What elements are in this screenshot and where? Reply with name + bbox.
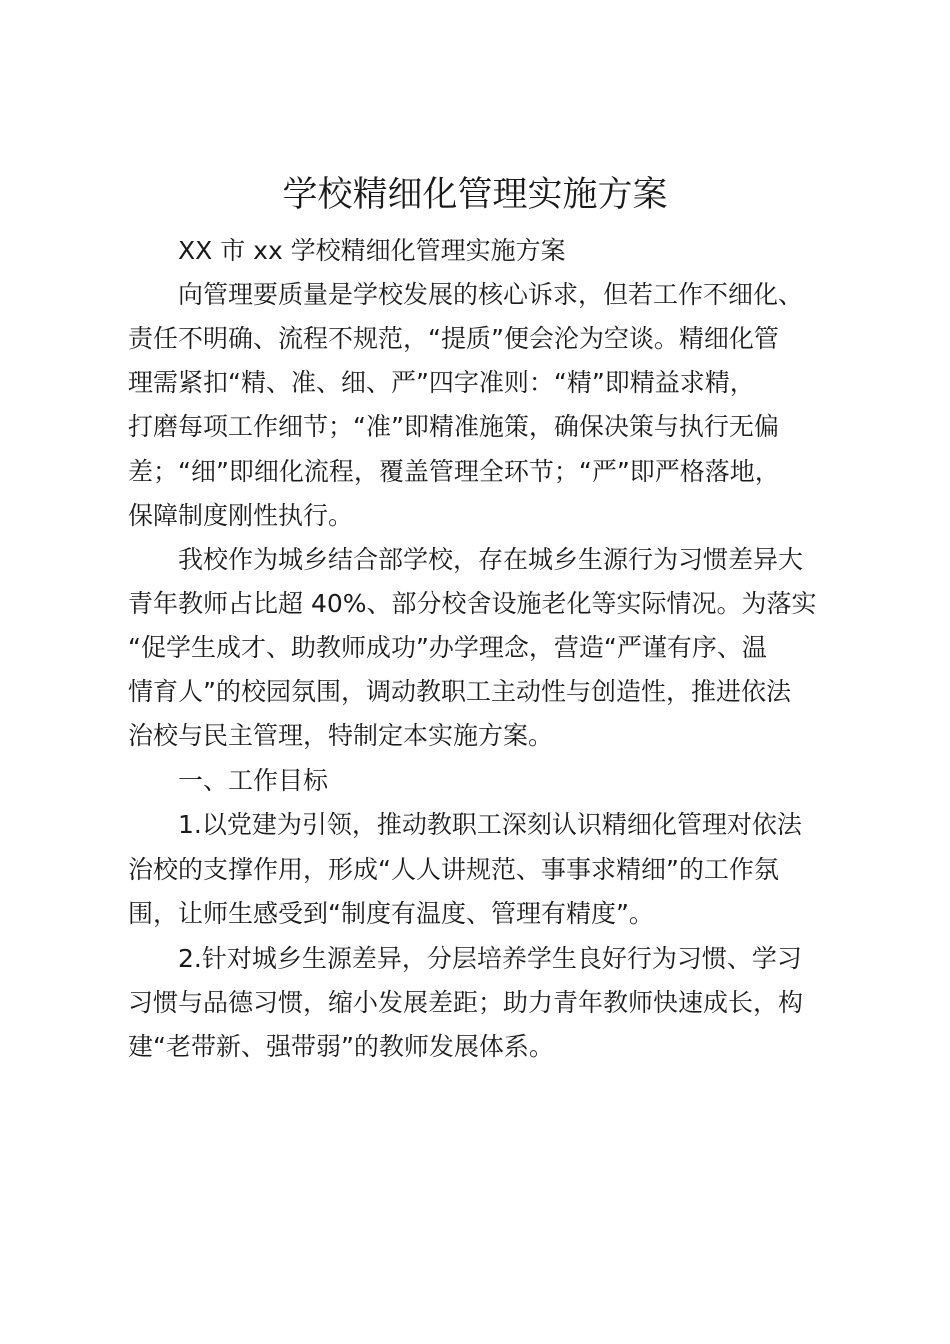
paragraph-line: 治校与民主管理，特制定本实施方案。 bbox=[128, 721, 554, 750]
paragraph-line: 责任不明确、流程不规范，“提质”便会沦为空谈。精细化管 bbox=[128, 324, 779, 353]
paragraph-line: 围，让师生感受到“制度有温度、管理有精度”。 bbox=[128, 899, 654, 928]
paragraph-line: 青年教师占比超 40%、部分校舍设施老化等实际情况。为落实 bbox=[128, 589, 817, 618]
paragraph-line: 我校作为城乡结合部学校，存在城乡生源行为习惯差异大 bbox=[178, 545, 804, 574]
section-heading: 一、工作目标 bbox=[178, 766, 329, 795]
paragraph-line: 建“老带新、强带弱”的教师发展体系。 bbox=[128, 1032, 554, 1061]
paragraph-line: 向管理要质量是学校发展的核心诉求，但若工作不细化、 bbox=[178, 280, 804, 309]
document-title: 学校精细化管理实施方案 bbox=[282, 175, 668, 215]
paragraph-line: 差；“细”即细化流程，覆盖管理全环节；“严”即严格落地， bbox=[128, 457, 780, 486]
paragraph-line: 治校的支撑作用，形成“人人讲规范、事事求精细”的工作氛 bbox=[128, 855, 779, 884]
paragraph-line: 情育人”的校园氛围，调动教职工主动性与创造性，推进依法 bbox=[128, 677, 791, 706]
paragraph-line: 理需紧扣“精、准、细、严”四字准则：“精”即精益求精， bbox=[128, 368, 755, 397]
document-subtitle: XX 市 xx 学校精细化管理实施方案 bbox=[178, 236, 566, 265]
paragraph-line: 打磨每项工作细节；“准”即精准施策，确保决策与执行无偏 bbox=[128, 412, 779, 441]
paragraph-line: 保障制度刚性执行。 bbox=[128, 501, 354, 530]
paragraph-line: “促学生成才、助教师成功”办学理念，营造“严谨有序、温 bbox=[128, 633, 767, 662]
paragraph-line: 2.针对城乡生源差异，分层培养学生良好行为习惯、学习 bbox=[178, 944, 802, 973]
paragraph-line: 1.以党建为引领，推动教职工深刻认识精细化管理对依法 bbox=[178, 810, 802, 839]
paragraph-line: 习惯与品德习惯，缩小发展差距；助力青年教师快速成长，构 bbox=[128, 988, 804, 1017]
